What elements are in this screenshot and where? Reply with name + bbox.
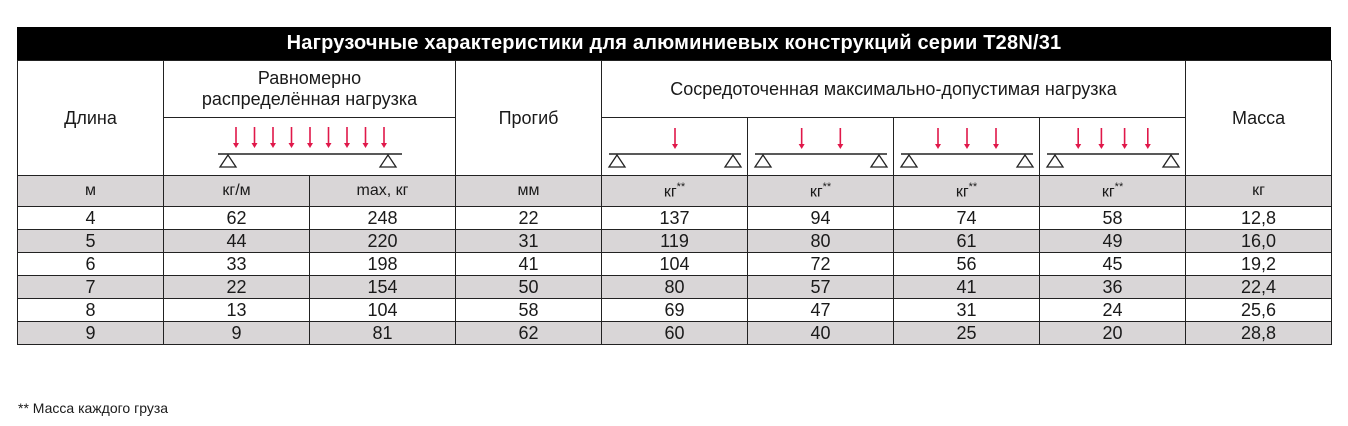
cell-p1: 137 — [602, 207, 748, 230]
cell-length: 5 — [18, 230, 164, 253]
cell-p2: 40 — [748, 322, 894, 345]
cell-p4: 45 — [1040, 253, 1186, 276]
cell-deflection: 58 — [456, 299, 602, 322]
unit-point-3: кг** — [894, 176, 1040, 207]
cell-uniform-per_m: 9 — [164, 322, 310, 345]
load-table-container — [17, 27, 1331, 345]
cell-p3: 56 — [894, 253, 1040, 276]
cell-p4: 36 — [1040, 276, 1186, 299]
unit-point-2: кг** — [748, 176, 894, 207]
point-load-1-cell — [602, 118, 748, 176]
point-load-1-icon — [605, 124, 745, 170]
cell-uniform-per_m: 44 — [164, 230, 310, 253]
cell-p1: 60 — [602, 322, 748, 345]
cell-p3: 25 — [894, 322, 1040, 345]
point-load-2-cell — [748, 118, 894, 176]
header-uniform-load: Равномерно распределённая нагрузка — [164, 61, 456, 118]
cell-uniform-max: 154 — [310, 276, 456, 299]
load-table — [17, 60, 1332, 345]
unit-mass: кг — [1186, 176, 1332, 207]
cell-uniform-per_m: 33 — [164, 253, 310, 276]
cell-mass: 16,0 — [1186, 230, 1332, 253]
header-mass: Масса — [1186, 61, 1332, 176]
cell-p1: 80 — [602, 276, 748, 299]
cell-deflection: 22 — [456, 207, 602, 230]
cell-deflection: 31 — [456, 230, 602, 253]
point-load-3-cell — [894, 118, 1040, 176]
cell-uniform-max: 248 — [310, 207, 456, 230]
cell-p2: 94 — [748, 207, 894, 230]
cell-p4: 24 — [1040, 299, 1186, 322]
footnote: ** Масса каждого груза — [18, 400, 169, 416]
unit-length: м — [18, 176, 164, 207]
cell-length: 9 — [18, 322, 164, 345]
cell-p3: 31 — [894, 299, 1040, 322]
cell-uniform-max: 198 — [310, 253, 456, 276]
cell-uniform-max: 220 — [310, 230, 456, 253]
cell-deflection: 50 — [456, 276, 602, 299]
cell-mass: 19,2 — [1186, 253, 1332, 276]
cell-p2: 72 — [748, 253, 894, 276]
cell-mass: 12,8 — [1186, 207, 1332, 230]
header-length: Длина — [18, 61, 164, 176]
cell-p4: 20 — [1040, 322, 1186, 345]
unit-point-1: кг** — [602, 176, 748, 207]
table-row — [18, 276, 1332, 299]
cell-p2: 47 — [748, 299, 894, 322]
units-row — [18, 176, 1332, 207]
table-row — [18, 253, 1332, 276]
cell-p1: 119 — [602, 230, 748, 253]
cell-p3: 74 — [894, 207, 1040, 230]
cell-length: 6 — [18, 253, 164, 276]
cell-uniform-max: 104 — [310, 299, 456, 322]
cell-p1: 104 — [602, 253, 748, 276]
cell-mass: 25,6 — [1186, 299, 1332, 322]
cell-p1: 69 — [602, 299, 748, 322]
unit-uniform-per-m: кг/м — [164, 176, 310, 207]
point-load-3-icon — [897, 124, 1037, 170]
cell-p4: 49 — [1040, 230, 1186, 253]
uniform-load-diagram-cell — [164, 118, 456, 176]
cell-deflection: 62 — [456, 322, 602, 345]
cell-length: 4 — [18, 207, 164, 230]
point-load-4-cell — [1040, 118, 1186, 176]
unit-uniform-max: max, кг — [310, 176, 456, 207]
point-load-2-icon — [751, 124, 891, 170]
unit-point-4: кг** — [1040, 176, 1186, 207]
unit-deflection: мм — [456, 176, 602, 207]
cell-uniform-per_m: 62 — [164, 207, 310, 230]
cell-deflection: 41 — [456, 253, 602, 276]
table-row — [18, 207, 1332, 230]
cell-uniform-max: 81 — [310, 322, 456, 345]
cell-p2: 57 — [748, 276, 894, 299]
cell-uniform-per_m: 22 — [164, 276, 310, 299]
cell-p3: 61 — [894, 230, 1040, 253]
table-title: Нагрузочные характеристики для алюминиевых конструкций серии T28N/31 — [17, 27, 1331, 60]
uniform-load-arrows — [233, 127, 387, 148]
header-point-load: Сосредоточенная максимально-допустимая нагрузка — [602, 61, 1186, 118]
cell-p2: 80 — [748, 230, 894, 253]
cell-length: 8 — [18, 299, 164, 322]
table-row — [18, 299, 1332, 322]
header-deflection: Прогиб — [456, 61, 602, 176]
cell-p4: 58 — [1040, 207, 1186, 230]
cell-mass: 28,8 — [1186, 322, 1332, 345]
table-row — [18, 230, 1332, 253]
cell-length: 7 — [18, 276, 164, 299]
uniform-load-diagram-icon — [210, 124, 410, 170]
cell-uniform-per_m: 13 — [164, 299, 310, 322]
point-load-4-icon — [1043, 124, 1183, 170]
cell-p3: 41 — [894, 276, 1040, 299]
table-row — [18, 322, 1332, 345]
data-body — [18, 207, 1332, 345]
cell-mass: 22,4 — [1186, 276, 1332, 299]
